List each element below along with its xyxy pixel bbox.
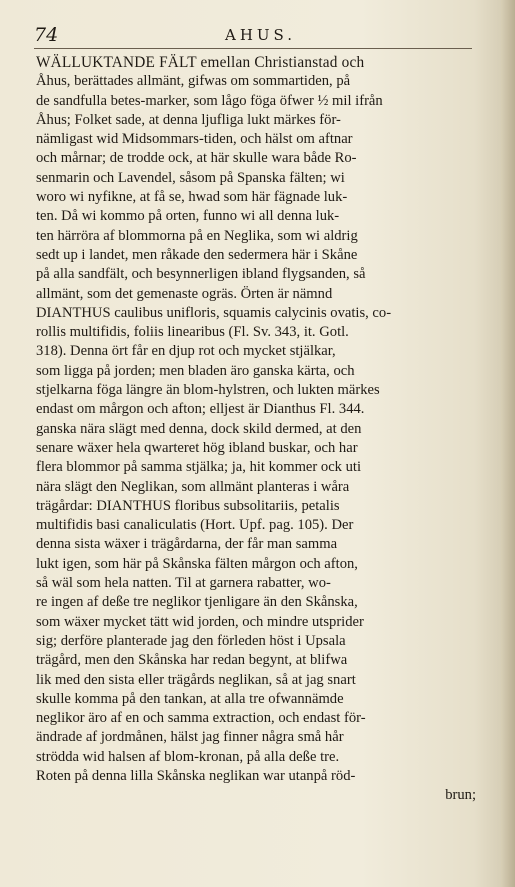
text-line: multifidis basi canaliculatis (Hort. Upf. pag. 105). Der: [36, 517, 354, 534]
text-line: ganska nära slägt med denna, dock skild dermed, at den: [36, 420, 362, 437]
text-line: ändrade af jordmånen, hälst jag finner några små hår: [36, 729, 344, 746]
text-line: sig; derföre planterade jag den förleden höst i Upsala: [36, 632, 346, 649]
text-line: så wäl som hela natten. Til at garnera rabatter, wo-: [36, 575, 331, 592]
text-line: WÄLLUKTANDE FÄLT emellan Christianstad och: [36, 54, 365, 71]
text-line: som wäxer mycket tätt wid jorden, och mindre utsprider: [36, 613, 364, 630]
text-line: strödda wid halsen af blom-kronan, på alla deße tre.: [36, 748, 340, 765]
text-line: skulle komma på den tankan, at alla tre ofwannämde: [36, 690, 344, 707]
text-line: brun;: [445, 787, 476, 804]
text-line: lukt igen, som här på Skånska fälten mårgon och afton,: [36, 555, 358, 572]
text-line: allmänt, som det gemenaste ogräs. Örten är nämnd: [36, 285, 333, 302]
text-line: neglikor äro af en och samma extraction, och endast för-: [36, 710, 366, 727]
text-line: Åhus, berättades allmänt, gifwas om sommartiden, på: [36, 73, 351, 90]
text-line: och mårnar; de trodde ock, at här skulle wara både Ro-: [36, 150, 357, 167]
text-line: senmarin och Lavendel, såsom på Spanska fälten; wi: [36, 169, 345, 186]
text-line: ten. Då wi kommo på orten, funno wi all denna luk-: [36, 208, 340, 225]
text-line: på alla sandfält, och besynnerligen ibland flygsanden, så: [36, 266, 366, 283]
text-line: flera blommor på samma stjälka; ja, hit kommer ock uti: [36, 459, 362, 476]
text-line: nämligast wid Midsommars-tiden, och hälst om aftnar: [36, 131, 353, 148]
text-line: Roten på denna lilla Skånska neglikan war utanpå röd-: [36, 767, 356, 784]
body-text: [36, 53, 476, 806]
page-edge-shadow: [501, 0, 515, 887]
text-line: trägårdar: DIANTHUS floribus subsolitariis, petalis: [36, 497, 340, 514]
text-line: re ingen af deße tre neglikor tjenligare än den Skånska,: [36, 594, 358, 611]
text-line: DIANTHUS caulibus unifloris, squamis calycinis ovatis, co-: [36, 304, 392, 321]
text-line: som ligga på jorden; men bladen äro ganska kärta, och: [36, 362, 355, 379]
text-line: denna sista wäxer i trägårdarna, der får man samma: [36, 536, 338, 553]
page-number: 74: [34, 24, 59, 46]
text-line: 318). Denna ört får en djup rot och mycket stjälkar,: [36, 343, 336, 360]
page-header: [34, 24, 464, 44]
text-line: senare wäxer hela qwarteret hög ibland buskar, och har: [36, 439, 358, 456]
text-line: nära slägt den Neglikan, som allmänt planteras i wåra: [36, 478, 350, 495]
text-line: endast om mårgon och afton; elljest är Dianthus Fl. 344.: [36, 401, 365, 418]
text-line: de sandfulla betes-marker, som lågo föga öfwer ½ mil ifrån: [36, 92, 383, 109]
text-line: trägård, men den Skånska har redan begynt, at blifwa: [36, 652, 348, 669]
text-line: ten härröra af blommorna på en Neglika, som wi aldrig: [36, 227, 358, 244]
text-line: woro wi nyfikne, at få se, hwad som här fägnade luk-: [36, 189, 348, 206]
text-line: Åhus; Folket sade, at denna ljufliga lukt märkes för-: [36, 111, 341, 128]
text-line: sedt up i landet, men råkade den sedermera här i Skåne: [36, 246, 358, 263]
running-title: AHUS.: [225, 26, 297, 44]
text-line: stjelkarna föga längre än blom-hylstren, och lukten märkes: [36, 382, 380, 399]
header-rule: [34, 48, 472, 49]
text-line: rollis multifidis, foliis linearibus (Fl. Sv. 343, it. Gotl.: [36, 324, 349, 341]
text-line: lik med den sista eller trägårds neglikan, så at jag snart: [36, 671, 356, 688]
